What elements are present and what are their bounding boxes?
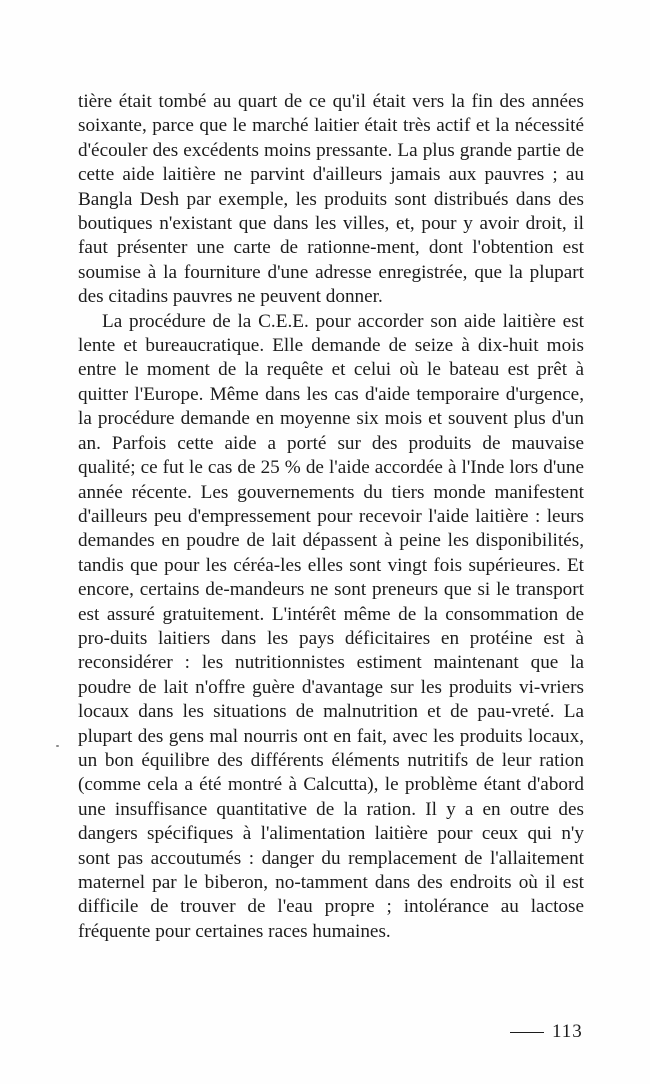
paragraph-cee-procedure: La procédure de la C.E.E. pour accorder son aide laitière est lente et bureaucratique. Elle demande de seize à dix-huit mois entre le moment de la requête et celui où le bateau est prêt à quitter l'Europe. Même dans les cas d'aide temporaire d'urgence, la procédure demande en moyenne six mois et souvent plus d'un an. Parfois cette aide a porté sur des produits de mauvaise qualité; ce fut le cas de 25 % de l'aide accordée à l'Inde lors d'une année récente. Les gouvernements du tiers monde manifestent d'ailleurs peu d'empressement pour recevoir l'aide laitière : leurs demandes en poudre de lait dépassent à peine les disponibilités, tandis que pour les céréa-les elles sont vingt fois supérieures. Et encore, certains de-mandeurs ne sont preneurs que si le transport est assuré gratuitement. L'intérêt même de la consommation de pro-duits laitiers dans les pays déficitaires en protéine est à reconsidérer : les nutritionnistes estiment maintenant que la poudre de lait n'offre guère d'avantage sur les produits vi-vriers locaux dans les situations de malnutrition et de pau-vreté. La plupart des gens mal nourris ont en fait, avec les produits locaux, un bon équilibre des différents éléments nutritifs de leur ration (comme cela a été montré à Calcutta), le problème étant d'abord une insuffisance quantitative de la ration. Il y a en outre des dangers spécifiques à l'alimentation laitière pour ceux qui n'y sont pas accoutumés : danger du remplacement de l'allaitement maternel par le biberon, no-tamment dans des endroits où il est difficile de trouver de l'eau propre ; intolérance au lactose fréquente pour certaines races humaines. xyxy=(78,310,584,942)
margin-speck xyxy=(56,745,59,747)
footer-dash xyxy=(510,1032,544,1033)
body-text xyxy=(78,90,584,944)
page-footer xyxy=(510,1021,583,1043)
paragraph-continuation: tière était tombé au quart de ce qu'il était vers la fin des années soixante, parce que le marché laitier était très actif et la nécessité d'écouler des excédents moins pressante. La plus grande partie de cette aide laitière ne parvint d'ailleurs jamais aux pauvres ; au Bangla Desh par exemple, les produits sont distribués dans des boutiques n'existant que dans les villes, et, pour y avoir droit, il faut présenter une carte de rationne-ment, dont l'obtention est soumise à la fourniture d'une adresse enregistrée, que la plupart des citadins pauvres ne peuvent donner. xyxy=(78,91,584,308)
page-number: 113 xyxy=(552,1021,583,1042)
